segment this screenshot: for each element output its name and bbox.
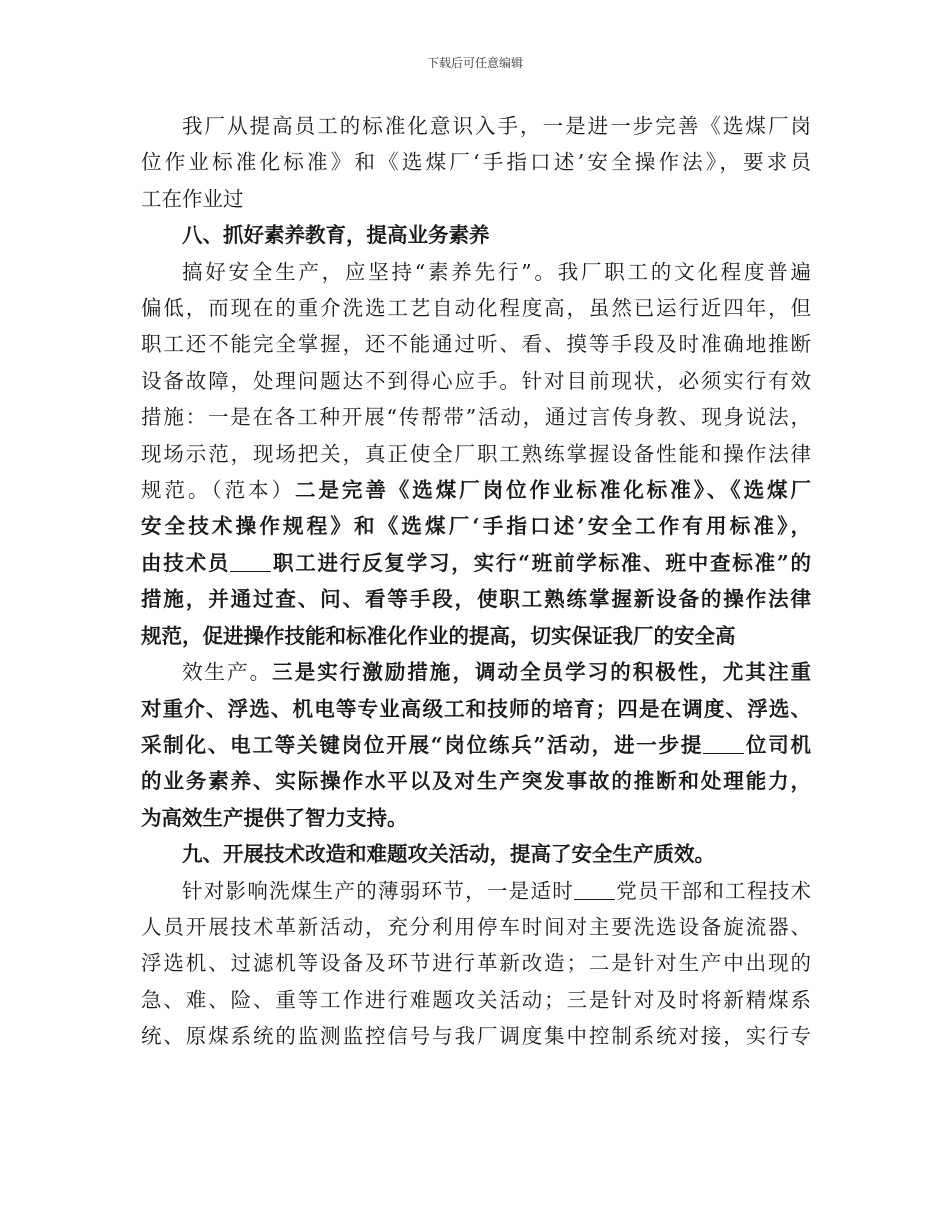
- paragraph-line: 我厂从提高员工的标准化意识入手，一是进一步完善《选煤厂岗: [182, 114, 811, 138]
- paragraph-line: 工在作业过: [141, 186, 244, 211]
- paragraph-line: [141, 727, 811, 763]
- paragraph-line: 浮选机、过滤机等设备及环节进行革新改造；二是针对生产中出现的: [141, 951, 811, 976]
- paragraph-line: 措施：一是在各工种开展“传帮带”活动，通过言传身教、现身说法，: [141, 405, 811, 430]
- paragraph-line: 的业务素养、实际操作水平以及对生产突发事故的推断和处理能力，: [141, 769, 811, 794]
- paragraph-line: [141, 545, 811, 581]
- line-segment: 规范。（范本）: [141, 478, 295, 503]
- paragraph-line: 偏低，而现在的重介洗选工艺自动化程度高，虽然已运行近四年，但: [141, 296, 811, 321]
- paragraph-line: 统、原煤系统的监测监控信号与我厂调度集中控制系统对接，实行专: [141, 1024, 811, 1049]
- paragraph-line: 人员开展技术革新活动，充分利用停车时间对主要洗选设备旋流器、: [141, 914, 811, 939]
- page-header: 下载后可任意编辑: [426, 56, 523, 70]
- line-segment: 位司机: [744, 732, 811, 757]
- line-segment: 采制化、电工等关键岗位开展“岗位练兵”活动，进一步提: [141, 732, 704, 757]
- fill-blank: [703, 732, 744, 754]
- paragraph-line: 设备故障，处理问题达不到得心应手。针对目前现状，必须实行有效: [141, 368, 811, 393]
- line-segment: 职工进行反复学习，实行“班前学标准、班中查标准”的: [271, 550, 812, 575]
- line-segment: 针对影响洗煤生产的薄弱环节，一是适时: [182, 878, 574, 903]
- paragraph-line: 规范，促进操作技能和标准化作业的提高，切实保证我厂的安全高: [141, 623, 736, 648]
- paragraph-line: 措施，并通过查、问、看等手段，使职工熟练掌握新设备的操作法律: [141, 587, 811, 612]
- paragraph-line: [141, 472, 811, 508]
- paragraph-line: 安全技术操作规程》和《选煤厂‘手指口述’安全工作有用标准》，: [141, 514, 811, 539]
- line-segment-bold: 三是实行激励措施，调动全员学习的积极性，尤其注重: [272, 660, 812, 685]
- paragraph-line: 对重介、浮选、机电等专业高级工和技师的培育；四是在调度、浮选、: [141, 696, 811, 721]
- line-segment-bold: 二是完善《选煤厂岗位作业标准化标准》、《选煤厂: [294, 478, 812, 503]
- paragraph-line: [141, 654, 811, 690]
- paragraph-line: 为高效生产提供了智力支持。: [141, 805, 408, 830]
- paragraph-line: 现场示范，现场把关，真正使全厂职工熟练掌握设备性能和操作法律: [141, 441, 811, 466]
- document-body: [141, 108, 811, 1055]
- line-segment: 效生产。: [182, 660, 273, 685]
- line-segment: 党员干部和工程技术: [615, 878, 811, 903]
- paragraph-line: [141, 873, 811, 909]
- section-heading-8: 八、抓好素养教育，提高业务素养: [182, 223, 490, 248]
- paragraph-line: 位作业标准化标准》和《选煤厂‘手指口述’安全操作法》，要求员: [141, 150, 811, 175]
- fill-blank: [574, 878, 615, 900]
- line-segment: 由技术员: [141, 550, 231, 575]
- paragraph-line: 急、难、险、重等工作进行难题攻关活动；三是针对及时将新精煤系: [141, 987, 811, 1012]
- paragraph-line: 职工还不能完全掌握，还不能通过听、看、摸等手段及时准确地推断: [141, 332, 811, 357]
- paragraph-line: 搞好安全生产，应坚持“素养先行”。我厂职工的文化程度普遍: [182, 259, 811, 284]
- section-heading-9: 九、开展技术改造和难题攻关活动，提高了安全生产质效。: [182, 842, 715, 867]
- fill-blank: [230, 550, 271, 572]
